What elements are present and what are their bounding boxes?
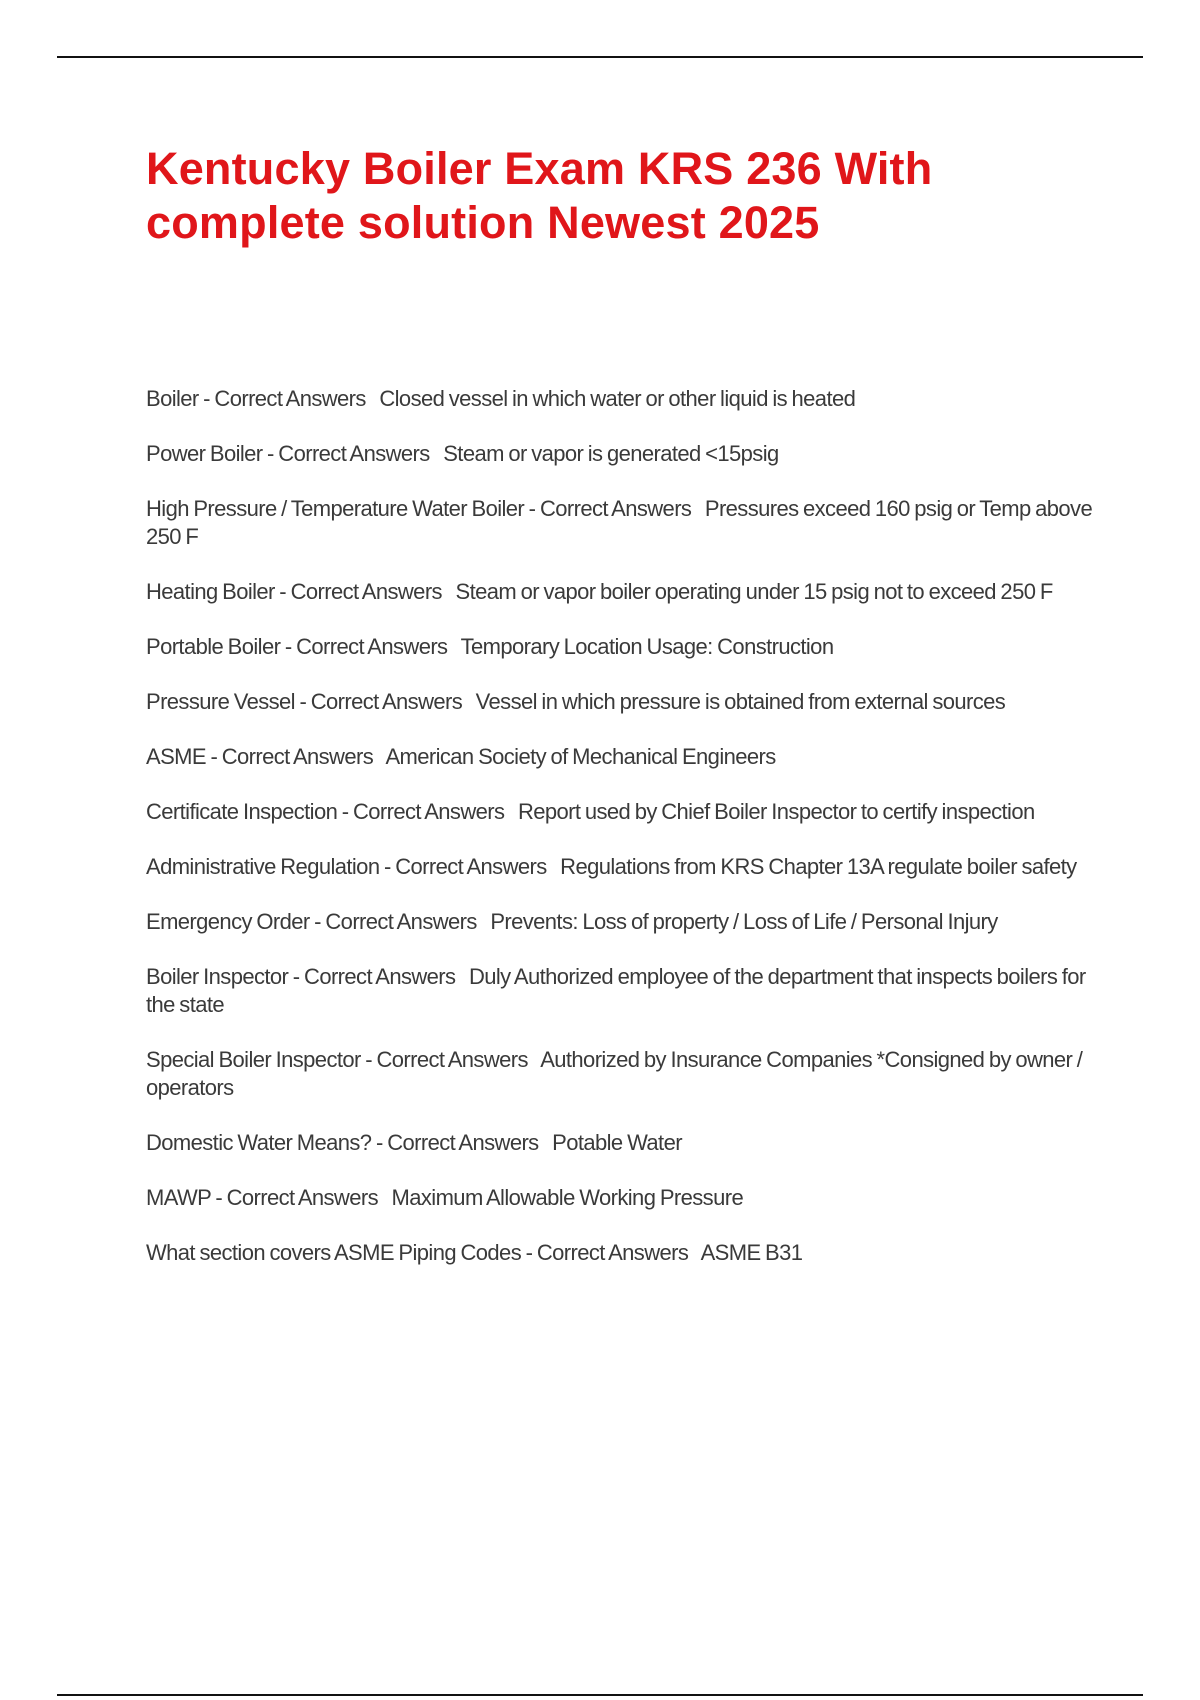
answer-label: Correct Answers (310, 689, 463, 714)
answer: Closed vessel in which water or other liquid is heated (379, 386, 856, 411)
answer-label: Correct Answers (539, 496, 692, 521)
answer: Duly Authorized employee of the department that inspects boilers for the state (146, 964, 1086, 1017)
answer-label: Correct Answers (395, 854, 547, 879)
answer-label: Correct Answers (325, 909, 477, 934)
top-rule (57, 56, 1143, 58)
list-item: Domestic Water Means? - Correct Answers Potable Water (146, 1130, 682, 1155)
term: Pressure Vessel (146, 689, 295, 714)
term: Boiler Inspector (146, 964, 289, 989)
term: MAWP (146, 1185, 211, 1210)
list-item: Heating Boiler - Correct Answers Steam or vapor boiler operating under 15 psig not to exceed 250 F (146, 579, 1053, 604)
answer-label: Correct Answers (278, 441, 430, 466)
answer-label: Correct Answers (304, 964, 456, 989)
answer: ASME B31 (700, 1240, 803, 1265)
term: Heating Boiler (146, 579, 275, 604)
document-title: Kentucky Boiler Exam KRS 236 With complete solution Newest 2025 (146, 143, 933, 248)
answer: Vessel in which pressure is obtained from external sources (475, 689, 1006, 714)
term: ASME (146, 744, 206, 769)
term: Emergency Order (146, 909, 310, 934)
list-item: Power Boiler - Correct Answers Steam or vapor is generated <15psig (146, 441, 779, 466)
list-item: Administrative Regulation - Correct Answers Regulations from KRS Chapter 13A regulate boiler safety (146, 854, 1077, 879)
answer-label: Correct Answers (290, 579, 442, 604)
list-item: Pressure Vessel - Correct Answers Vessel in which pressure is obtained from external sources (146, 689, 1006, 714)
term: Portable Boiler (146, 634, 281, 659)
list-item: Emergency Order - Correct Answers Prevents: Loss of property / Loss of Life / Personal Injury (146, 909, 998, 934)
term: High Pressure / Temperature Water Boiler (146, 496, 525, 521)
answer-label: Correct Answers (214, 386, 366, 411)
answer: Authorized by Insurance Companies *Consigned by owner / operators (146, 1047, 1083, 1100)
list-item: Certificate Inspection - Correct Answers Report used by Chief Boiler Inspector to certify inspection (146, 799, 1035, 824)
answer: Potable Water (552, 1130, 682, 1155)
answer: Steam or vapor is generated <15psig (443, 441, 779, 466)
term: Power Boiler (146, 441, 263, 466)
list-item: Boiler - Correct Answers Closed vessel in which water or other liquid is heated (146, 386, 856, 411)
term: Domestic Water Means? (146, 1130, 372, 1155)
list-item: MAWP - Correct Answers Maximum Allowable Working Pressure (146, 1185, 744, 1210)
answer: Prevents: Loss of property / Loss of Life / Personal Injury (490, 909, 998, 934)
answer-label: Correct Answers (296, 634, 448, 659)
list-item: What section covers ASME Piping Codes - Correct Answers ASME B31 (146, 1240, 803, 1265)
answer-label: Correct Answers (226, 1185, 378, 1210)
list-item: Special Boiler Inspector - Correct Answers Authorized by Insurance Companies *Consigned by owner / operators (146, 1047, 1083, 1100)
term: Special Boiler Inspector (146, 1047, 361, 1072)
bottom-rule (57, 1694, 1143, 1696)
answer: Steam or vapor boiler operating under 15 psig not to exceed 250 F (455, 579, 1053, 604)
term: Administrative Regulation (146, 854, 380, 879)
qa-list (146, 385, 1096, 1294)
term: Certificate Inspection (146, 799, 338, 824)
term: Boiler (146, 386, 199, 411)
term: What section covers ASME Piping Codes (146, 1240, 522, 1265)
list-item: Portable Boiler - Correct Answers Temporary Location Usage: Construction (146, 634, 834, 659)
answer: Temporary Location Usage: Construction (460, 634, 834, 659)
answer-label: Correct Answers (353, 799, 505, 824)
answer: Maximum Allowable Working Pressure (391, 1185, 744, 1210)
list-item: Boiler Inspector - Correct Answers Duly Authorized employee of the department that inspects boilers for the state (146, 964, 1086, 1017)
answer: American Society of Mechanical Engineers (385, 744, 776, 769)
list-item: High Pressure / Temperature Water Boiler - Correct Answers Pressures exceed 160 psig or Temp above 250 F (146, 496, 1093, 549)
answer-label: Correct Answers (387, 1130, 539, 1155)
answer: Pressures exceed 160 psig or Temp above 250 F (146, 496, 1093, 549)
answer-label: Correct Answers (221, 744, 374, 769)
answer: Regulations from KRS Chapter 13A regulate boiler safety (560, 854, 1077, 879)
answer-label: Correct Answers (376, 1047, 528, 1072)
answer-label: Correct Answers (536, 1240, 689, 1265)
answer: Report used by Chief Boiler Inspector to certify inspection (517, 799, 1035, 824)
list-item: ASME - Correct Answers American Society of Mechanical Engineers (146, 744, 776, 769)
